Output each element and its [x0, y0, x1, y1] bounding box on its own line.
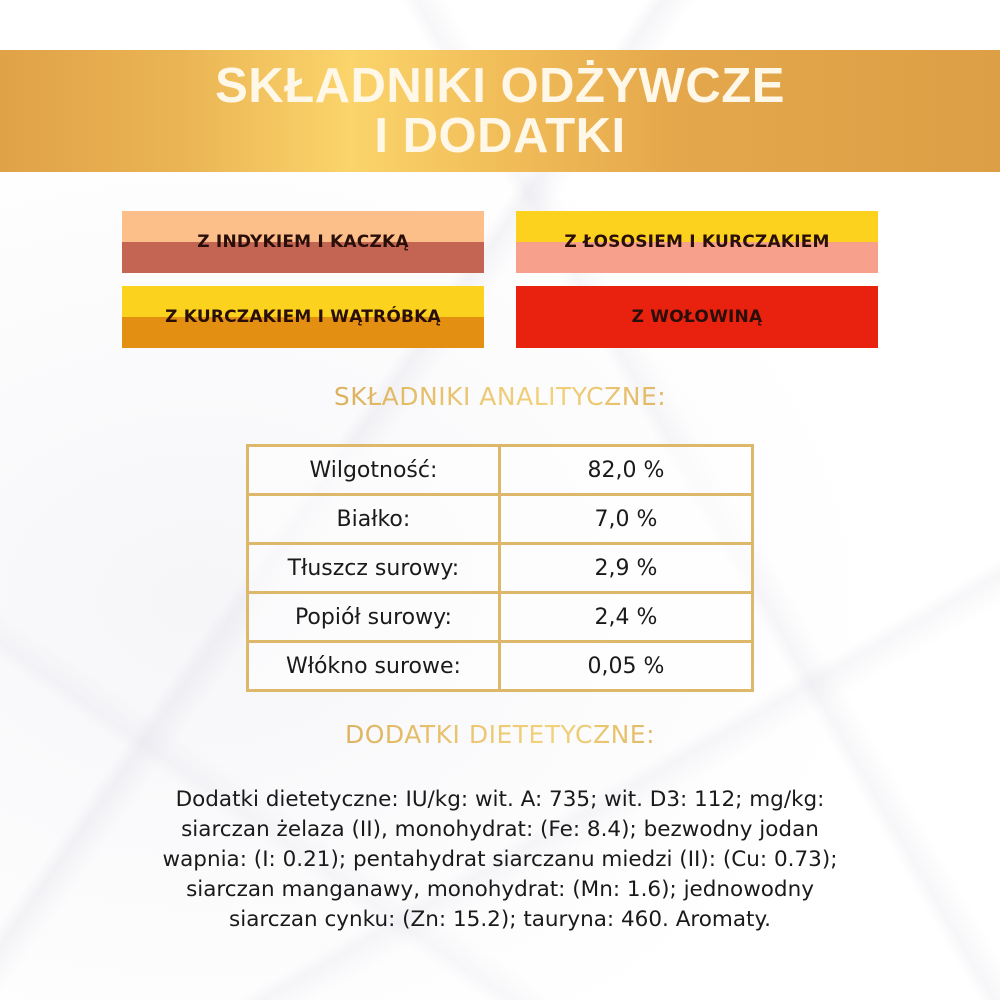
row-label: Popiół surowy:	[248, 593, 500, 642]
table-row	[248, 642, 753, 691]
table-row	[248, 446, 753, 495]
dietary-line: Dodatki dietetyczne: IU/kg: wit. A: 735; wit. D3: 112; mg/kg:	[175, 787, 825, 812]
row-value: 2,9 %	[499, 544, 752, 593]
page-title-line-1: SKŁADNIKI ODŻYWCZE	[215, 59, 785, 113]
row-value: 82,0 %	[499, 446, 752, 495]
row-value: 2,4 %	[499, 593, 752, 642]
row-value: 0,05 %	[499, 642, 752, 691]
row-label: Wilgotność:	[248, 446, 500, 495]
variant-badge-chicken-liver: Z KURCZAKIEM I WĄTRÓBKĄ	[122, 286, 484, 348]
analytic-heading: SKŁADNIKI ANALITYCZNE:	[0, 382, 1000, 411]
dietary-line: wapnia: (I: 0.21); pentahydrat siarczanu miedzi (II): (Cu: 0.73);	[162, 847, 838, 872]
row-label: Włókno surowe:	[248, 642, 500, 691]
dietary-line: siarczan żelaza (II), monohydrat: (Fe: 8.4); bezwodny jodan	[181, 817, 819, 842]
dietary-heading: DODATKI DIETETYCZNE:	[0, 720, 1000, 749]
table-row	[248, 544, 753, 593]
dietary-additives-text	[90, 785, 910, 935]
table-row	[248, 593, 753, 642]
variant-badge-turkey-duck: Z INDYKIEM I KACZKĄ	[122, 211, 484, 273]
analytic-table	[246, 444, 754, 692]
variant-badge-beef: Z WOŁOWINĄ	[516, 286, 878, 348]
title-banner	[0, 50, 1000, 172]
row-label: Tłuszcz surowy:	[248, 544, 500, 593]
table-row	[248, 495, 753, 544]
row-value: 7,0 %	[499, 495, 752, 544]
page-title-line-2: I DODATKI	[374, 109, 626, 163]
dietary-line: siarczan manganawy, monohydrat: (Mn: 1.6); jednowodny	[186, 877, 814, 902]
variant-badge-salmon-chicken: Z ŁOSOSIEM I KURCZAKIEM	[516, 211, 878, 273]
row-label: Białko:	[248, 495, 500, 544]
dietary-line: siarczan cynku: (Zn: 15.2); tauryna: 460. Aromaty.	[229, 907, 771, 932]
